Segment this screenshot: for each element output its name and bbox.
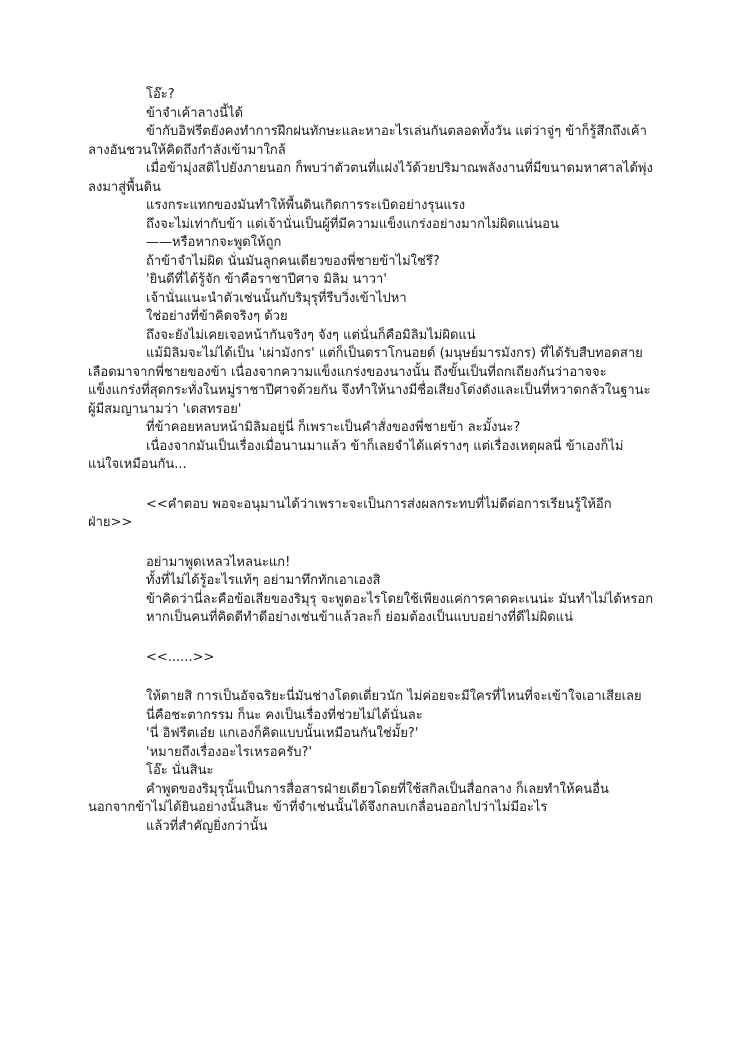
blank-line (88, 667, 654, 688)
paragraph: ทั้งที่ไม่ได้รู้อะไรแท้ๆ อย่ามาทึกทักเอาเองสิ (146, 573, 381, 588)
paragraph: แล้วที่สำคัญยิ่งกว่านั้น (146, 818, 268, 834)
paragraph: ข้าคิดว่านี่ละคือข้อเสียของริมุรุ จะพูดอะไรโดยใช้เพียงแค่การคาดคะเนน่ะ มันทำไม่ได้หรอก (146, 591, 654, 607)
paragraph: ข้ากับอิฟรีตยังคงทำการฝึกฝนทักษะและหาอะไรเล่นกันตลอดทั้งวัน แต่ว่าจู่ๆ ข้าก็รู้สึกถึงเค้าลางอันชวนให้คิดถึงกำลังเข้ามาใกล้ (88, 124, 647, 158)
paragraph: ให้ตายสิ การเป็นอัจฉริยะนี่มันช่างโดดเดี่ยวนัก ไม่ค่อยจะมีใครที่ไหนที่จะเข้าใจเอาเสียเลย (146, 689, 642, 704)
paragraph: ใช่อย่างที่ข้าคิดจริงๆ ด้วย (146, 309, 288, 324)
paragraph: ถึงจะยังไม่เคยเจอหน้ากันจริงๆ จังๆ แต่นั่นก็คือมิลิมไม่ผิดแน่ (146, 327, 476, 343)
document-page (88, 86, 654, 836)
paragraph: ถึงจะไม่เท่ากับข้า แต่เจ้านั่นเป็นผู้ที่มีความแข็งแกร่งอย่างมากไม่ผิดแน่นอน (146, 216, 559, 232)
paragraph: 'ยินดีที่ได้รู้จัก ข้าคือราชาปีศาจ มิลิม นาวา' (146, 272, 387, 287)
paragraph: เมื่อข้ามุ่งสติไปยังภายนอก ก็พบว่าตัวตนที่แฝงไว้ด้วยปริมาณพลังงานที่มีขนาดมหาศาลได้พุ่งลงมาสู่พื้นดิน (88, 161, 653, 195)
paragraph: แม้มิลิมจะไม่ได้เป็น 'เผ่ามังกร' แต่ก็เป็นดราโกนอยด์ (มนุษย์มารมังกร) ที่ได้รับสืบทอดสายเลือดมาจากพี่ชายของข้า เนื่องจากความแข็งแกร่งของนางนั้น ถึงขั้นเป็นที่ถกเถียงกันว่าอาจจะแข็งแกร่งที่สุดกระทั่งในหมู่ราชาปีศาจด้วยกัน จึงทำให้นางมีชื่อเสียงโด่งดังและเป็นที่หวาดกลัวในฐานะผู้มีสมญานามว่า 'เดสทรอย' (88, 346, 651, 417)
paragraph: 'หมายถึงเรื่องอะไรเหรอครับ?' (146, 744, 312, 760)
system-message: <<......>> (146, 649, 215, 665)
blank-line (88, 533, 654, 554)
paragraph: โอ๊ะ นั่นสินะ (146, 763, 214, 778)
paragraph: ที่ข้าคอยหลบหน้ามิลิมอยู่นี่ ก็เพราะเป็นคำสั่งของพี่ชายข้า ละมั้งนะ? (146, 420, 521, 435)
paragraph: ——หรือหากจะพูดให้ถูก (146, 235, 282, 250)
paragraph: อย่ามาพูดเหลวไหลนะแก! (146, 554, 291, 570)
paragraph: นี่คือชะตากรรม ก็นะ คงเป็นเรื่องที่ช่วยไม่ได้นั่นละ (146, 707, 423, 723)
paragraph: 'นี่ อิฟรีตเอ๋ย แกเองก็คิดแบบนั้นเหมือนกันใช่มั้ย?' (146, 726, 419, 741)
paragraph: คำพูดของริมุรุนั้นเป็นการสื่อสารฝ่ายเดียวโดยที่ใช้สกิลเป็นสื่อกลาง ก็เลยทำให้คนอื่นนอกจากข้าไม่ได้ยินอย่างนั้นสินะ ข้าที่จำเช่นนั้นได้จึงกลบเกลื่อนออกไปว่าไม่มีอะไร (88, 781, 609, 815)
paragraph: เจ้านั่นแนะนำตัวเช่นนั้นกับริมุรุที่รีบวิ่งเข้าไปหา (146, 290, 407, 306)
paragraph: โอ๊ะ? (146, 87, 175, 102)
blank-line (88, 475, 654, 496)
paragraph: หากเป็นคนที่คิดดีทำดีอย่างเช่นข้าแล้วละก็ ย่อมต้องเป็นแบบอย่างที่ดีไม่ผิดแน่ (146, 610, 573, 625)
paragraph: แรงกระแทกของมันทำให้พื้นดินเกิดการระเบิดอย่างรุนแรง (146, 198, 466, 213)
blank-line (88, 628, 654, 649)
system-message: <<คำตอบ พอจะอนุมานได้ว่าเพราะจะเป็นการส่งผลกระทบที่ไม่ดีต่อการเรียนรู้ให้อีกฝ่าย>> (88, 496, 612, 530)
paragraph: เนื่องจากมันเป็นเรื่องเมื่อนานมาแล้ว ข้าก็เลยจำได้แค่รางๆ แต่เรื่องเหตุผลนี่ ข้าเองก็ไม่แน่ใจเหมือนกัน... (88, 438, 624, 472)
paragraph: ถ้าข้าจำไม่ผิด นั่นมันลูกคนเดียวของพี่ชายข้าไม่ใช่รึ? (146, 253, 440, 269)
paragraph: ข้าจำเค้าลางนี้ได้ (146, 105, 244, 121)
